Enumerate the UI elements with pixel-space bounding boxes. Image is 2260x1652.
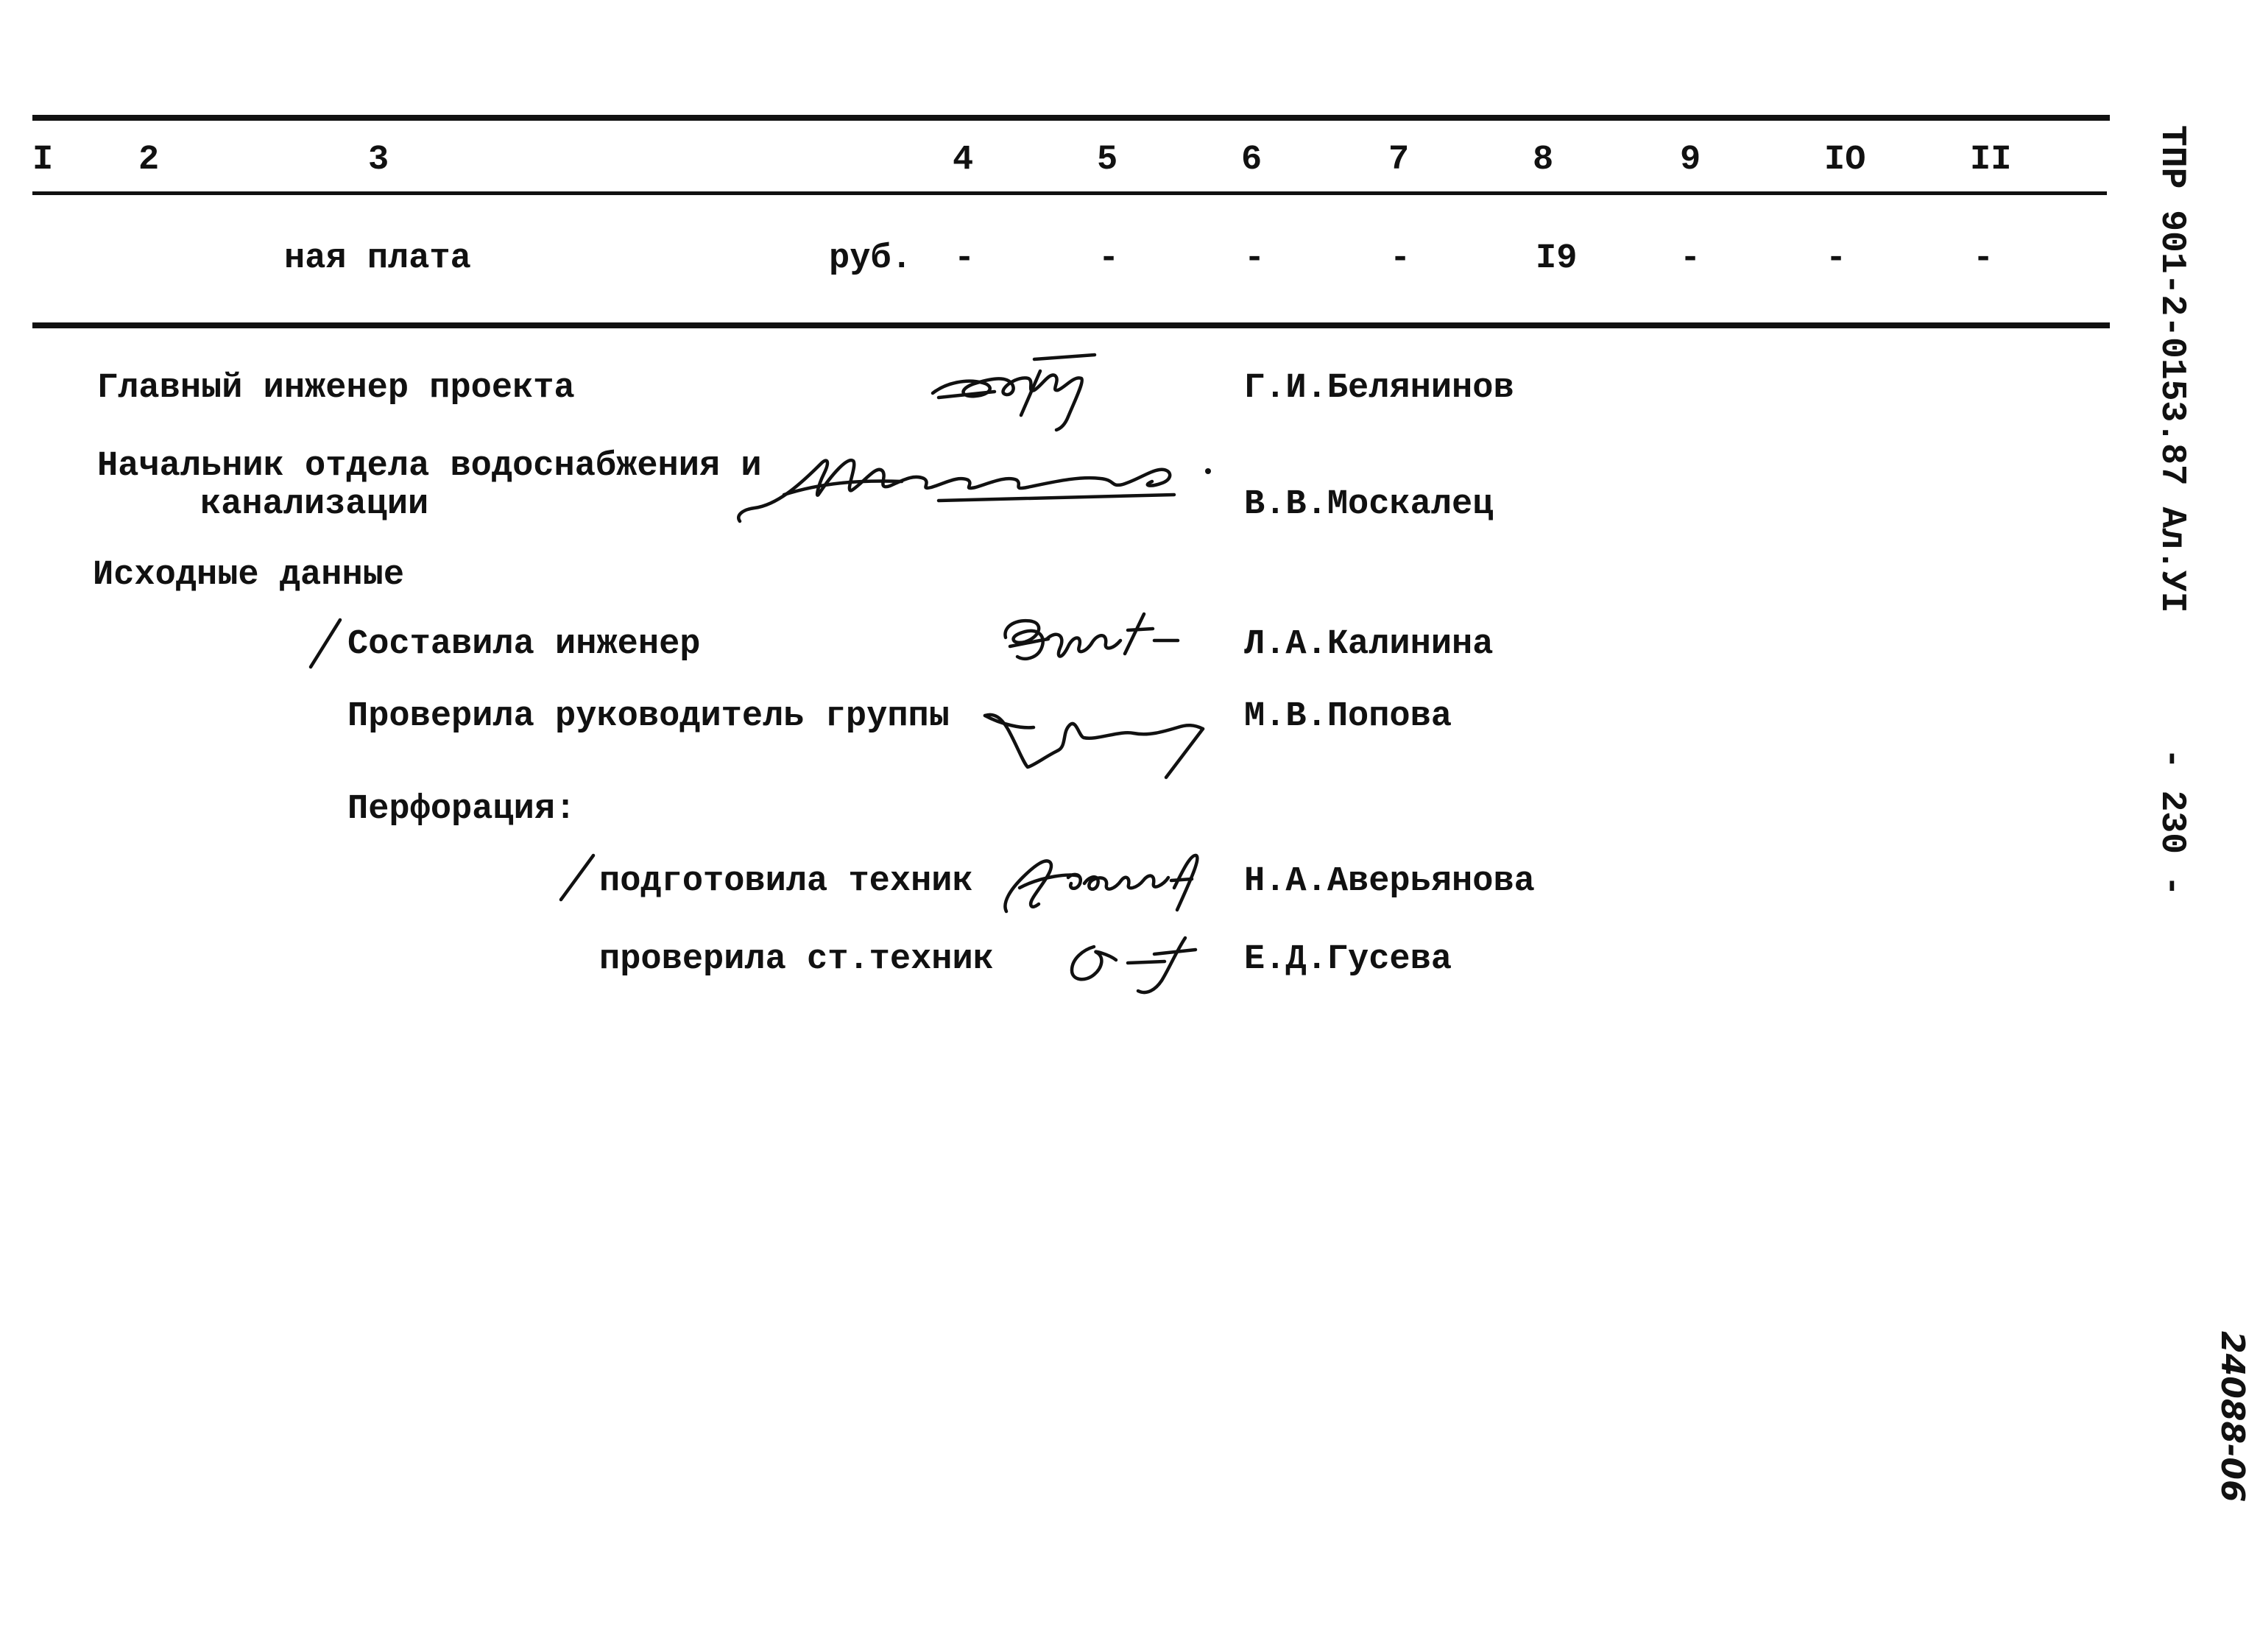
department-head-name: В.В.Москалец bbox=[1244, 485, 1494, 524]
column-number-10: IO bbox=[1824, 141, 1866, 180]
chief-engineer-title: Главный инженер проекта bbox=[97, 369, 575, 408]
signature-checked-by bbox=[979, 695, 1207, 783]
signature-department-head bbox=[732, 442, 1218, 530]
signature-stroke bbox=[1128, 961, 1165, 963]
signature-stroke bbox=[1138, 938, 1185, 992]
column-number-9: 9 bbox=[1680, 141, 1701, 180]
cell-col-4: - bbox=[954, 239, 975, 278]
column-number-11: II bbox=[1970, 141, 2012, 180]
column-number-7: 7 bbox=[1388, 141, 1410, 180]
row-unit: руб. bbox=[829, 239, 912, 278]
column-number-3: 3 bbox=[368, 141, 389, 180]
signature-stroke bbox=[1171, 879, 1192, 880]
perforation-heading: Перфорация: bbox=[347, 790, 576, 829]
cell-col-5: - bbox=[1098, 239, 1120, 278]
department-head-title: Начальник отдела водоснабжения и bbox=[97, 447, 762, 486]
signature-stroke bbox=[1034, 355, 1095, 359]
signature-stroke bbox=[1128, 629, 1153, 630]
prepared-by-role: подготовила техник bbox=[599, 862, 973, 901]
signature-stroke bbox=[1166, 729, 1203, 777]
document-code: ТПР 901-2-0153.87 Ал.УI bbox=[2152, 125, 2192, 613]
signature-dot bbox=[1205, 468, 1211, 474]
column-number-4: 4 bbox=[953, 141, 974, 180]
cell-col-10: - bbox=[1826, 239, 1847, 278]
signature-prepared-by bbox=[997, 844, 1204, 917]
source-data-heading: Исходные данные bbox=[93, 556, 405, 595]
signature-stroke bbox=[1047, 635, 1120, 657]
chief-engineer-name: Г.И.Белянинов bbox=[1244, 369, 1514, 408]
checked-by-name: М.В.Попова bbox=[1244, 697, 1452, 736]
table-top-rule bbox=[32, 115, 2110, 121]
column-number-8: 8 bbox=[1533, 141, 1554, 180]
signature-compiled-by bbox=[995, 608, 1187, 674]
department-head-title-continued: канализации bbox=[200, 485, 429, 524]
table-header-rule bbox=[32, 191, 2107, 195]
row-name: ная плата bbox=[284, 239, 471, 278]
slash-mark bbox=[306, 617, 347, 673]
signature-stroke bbox=[985, 715, 1203, 767]
cell-col-6: - bbox=[1244, 239, 1265, 278]
signature-stroke bbox=[1005, 861, 1051, 911]
signature-perforation-checked-by bbox=[1064, 932, 1204, 998]
stamp-number: 24088-06 bbox=[2214, 1331, 2251, 1503]
perforation-checked-by-name: Е.Д.Гусева bbox=[1244, 940, 1452, 979]
cell-col-11: - bbox=[1973, 239, 1994, 278]
perforation-checked-by-role: проверила ст.техник bbox=[599, 940, 994, 979]
page-number: - 230 - bbox=[2152, 748, 2192, 897]
signature-stroke bbox=[985, 716, 1034, 727]
signature-stroke bbox=[1072, 947, 1116, 979]
slash-mark bbox=[557, 853, 598, 904]
signature-chief-engineer bbox=[924, 346, 1115, 434]
signature-stroke bbox=[939, 495, 1174, 501]
column-number-2: 2 bbox=[138, 141, 160, 180]
checked-by-role: Проверила руководитель группы bbox=[347, 697, 950, 736]
cell-col-7: - bbox=[1390, 239, 1411, 278]
column-number-5: 5 bbox=[1097, 141, 1118, 180]
signature-stroke bbox=[1174, 855, 1197, 910]
signature-stroke bbox=[1154, 950, 1196, 954]
signature-stroke bbox=[1125, 614, 1144, 654]
cell-col-8: I9 bbox=[1536, 239, 1578, 278]
compiled-by-role: Составила инженер bbox=[347, 625, 701, 664]
column-number-1: I bbox=[32, 141, 54, 180]
column-number-6: 6 bbox=[1241, 141, 1263, 180]
signature-stroke bbox=[1084, 876, 1168, 889]
cell-col-9: - bbox=[1680, 239, 1701, 278]
prepared-by-name: Н.А.Аверьянова bbox=[1244, 862, 1535, 901]
table-bottom-rule bbox=[32, 322, 2110, 328]
signature-stroke bbox=[933, 375, 1082, 430]
compiled-by-name: Л.А.Калинина bbox=[1244, 625, 1494, 664]
